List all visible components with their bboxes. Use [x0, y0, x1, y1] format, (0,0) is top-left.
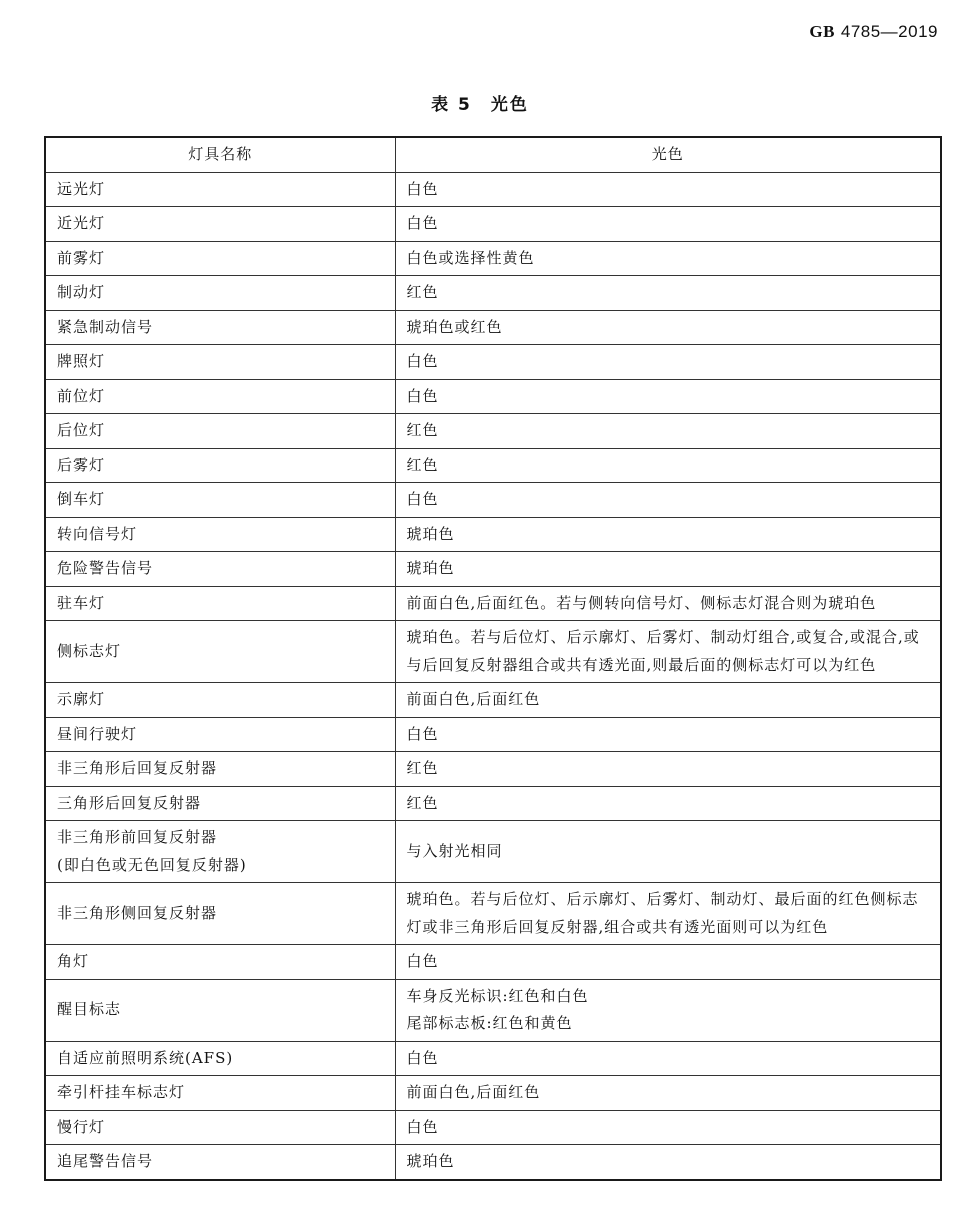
light-color-cell: 琥珀色。若与后位灯、后示廓灯、后雾灯、制动灯、最后面的红色侧标志灯或非三角形后回复反射器,组合或共有透光面则可以为红色 [395, 883, 941, 945]
light-color-cell: 前面白色,后面红色。若与侧转向信号灯、侧标志灯混合则为琥珀色 [395, 586, 941, 621]
table-row [45, 1145, 941, 1180]
table-row [45, 786, 941, 821]
table-row [45, 448, 941, 483]
light-color-cell: 白色 [395, 345, 941, 380]
light-color-cell: 白色或选择性黄色 [395, 241, 941, 276]
light-color-cell: 琥珀色 [395, 1145, 941, 1180]
table-row [45, 979, 941, 1041]
table-row [45, 276, 941, 311]
light-color-cell: 白色 [395, 717, 941, 752]
light-color-cell: 红色 [395, 752, 941, 787]
lamp-name-cell: 角灯 [45, 945, 395, 980]
light-color-cell: 白色 [395, 207, 941, 242]
light-color-cell: 琥珀色 [395, 552, 941, 587]
light-color-cell: 红色 [395, 414, 941, 449]
lamp-name-cell: 驻车灯 [45, 586, 395, 621]
lamp-name-cell: 远光灯 [45, 172, 395, 207]
light-color-cell: 车身反光标识:红色和白色 尾部标志板:红色和黄色 [395, 979, 941, 1041]
lamp-name-cell: 紧急制动信号 [45, 310, 395, 345]
table-row [45, 517, 941, 552]
table-row [45, 683, 941, 718]
table-row [45, 241, 941, 276]
standard-number: 4785—2019 [840, 22, 938, 41]
lamp-name-cell: 后雾灯 [45, 448, 395, 483]
lamp-name-cell: 倒车灯 [45, 483, 395, 518]
light-color-cell: 红色 [395, 276, 941, 311]
lamp-name-cell: 牵引杆挂车标志灯 [45, 1076, 395, 1111]
lamp-name-cell: 非三角形后回复反射器 [45, 752, 395, 787]
lamp-name-cell: 三角形后回复反射器 [45, 786, 395, 821]
table-row [45, 1110, 941, 1145]
table-row [45, 552, 941, 587]
lamp-name-cell: 前雾灯 [45, 241, 395, 276]
table-row [45, 883, 941, 945]
table-row [45, 621, 941, 683]
table-row [45, 379, 941, 414]
lamp-name-cell: 前位灯 [45, 379, 395, 414]
table-row [45, 1076, 941, 1111]
table-row [45, 752, 941, 787]
table-row [45, 207, 941, 242]
light-color-cell: 与入射光相同 [395, 821, 941, 883]
lamp-name-cell: 追尾警告信号 [45, 1145, 395, 1180]
table-row [45, 717, 941, 752]
light-color-table [44, 136, 942, 1181]
table-row [45, 821, 941, 883]
table-row [45, 414, 941, 449]
light-color-cell: 前面白色,后面红色 [395, 1076, 941, 1111]
light-color-cell: 前面白色,后面红色 [395, 683, 941, 718]
lamp-name-cell: 危险警告信号 [45, 552, 395, 587]
column-header-lamp-name: 灯具名称 [45, 137, 395, 172]
lamp-name-cell: 侧标志灯 [45, 621, 395, 683]
light-color-cell: 白色 [395, 1041, 941, 1076]
light-color-cell: 白色 [395, 1110, 941, 1145]
lamp-name-cell: 非三角形侧回复反射器 [45, 883, 395, 945]
table-row [45, 310, 941, 345]
light-color-cell: 白色 [395, 379, 941, 414]
lamp-name-cell: 昼间行驶灯 [45, 717, 395, 752]
table-row [45, 1041, 941, 1076]
standard-prefix: GB [809, 22, 835, 41]
lamp-name-cell: 转向信号灯 [45, 517, 395, 552]
table-title: 表 5 光色 [431, 95, 529, 115]
lamp-name-cell: 非三角形前回复反射器 (即白色或无色回复反射器) [45, 821, 395, 883]
lamp-name-cell: 近光灯 [45, 207, 395, 242]
table-row [45, 172, 941, 207]
lamp-name-cell: 醒目标志 [45, 979, 395, 1041]
light-color-cell: 白色 [395, 483, 941, 518]
light-color-cell: 琥珀色 [395, 517, 941, 552]
light-color-cell: 红色 [395, 786, 941, 821]
lamp-name-cell: 后位灯 [45, 414, 395, 449]
light-color-cell: 琥珀色或红色 [395, 310, 941, 345]
lamp-name-cell: 制动灯 [45, 276, 395, 311]
lamp-name-cell: 牌照灯 [45, 345, 395, 380]
table-row [45, 345, 941, 380]
light-color-cell: 红色 [395, 448, 941, 483]
table-header-row [45, 137, 941, 172]
table-row [45, 586, 941, 621]
column-header-light-color: 光色 [395, 137, 941, 172]
table-row [45, 483, 941, 518]
standard-code [809, 22, 938, 42]
lamp-name-cell: 自适应前照明系统(AFS) [45, 1041, 395, 1076]
table-row [45, 945, 941, 980]
lamp-name-cell: 慢行灯 [45, 1110, 395, 1145]
light-color-cell: 白色 [395, 945, 941, 980]
light-color-cell: 白色 [395, 172, 941, 207]
lamp-name-cell: 示廓灯 [45, 683, 395, 718]
light-color-cell: 琥珀色。若与后位灯、后示廓灯、后雾灯、制动灯组合,或复合,或混合,或与后回复反射器组合或共有透光面,则最后面的侧标志灯可以为红色 [395, 621, 941, 683]
